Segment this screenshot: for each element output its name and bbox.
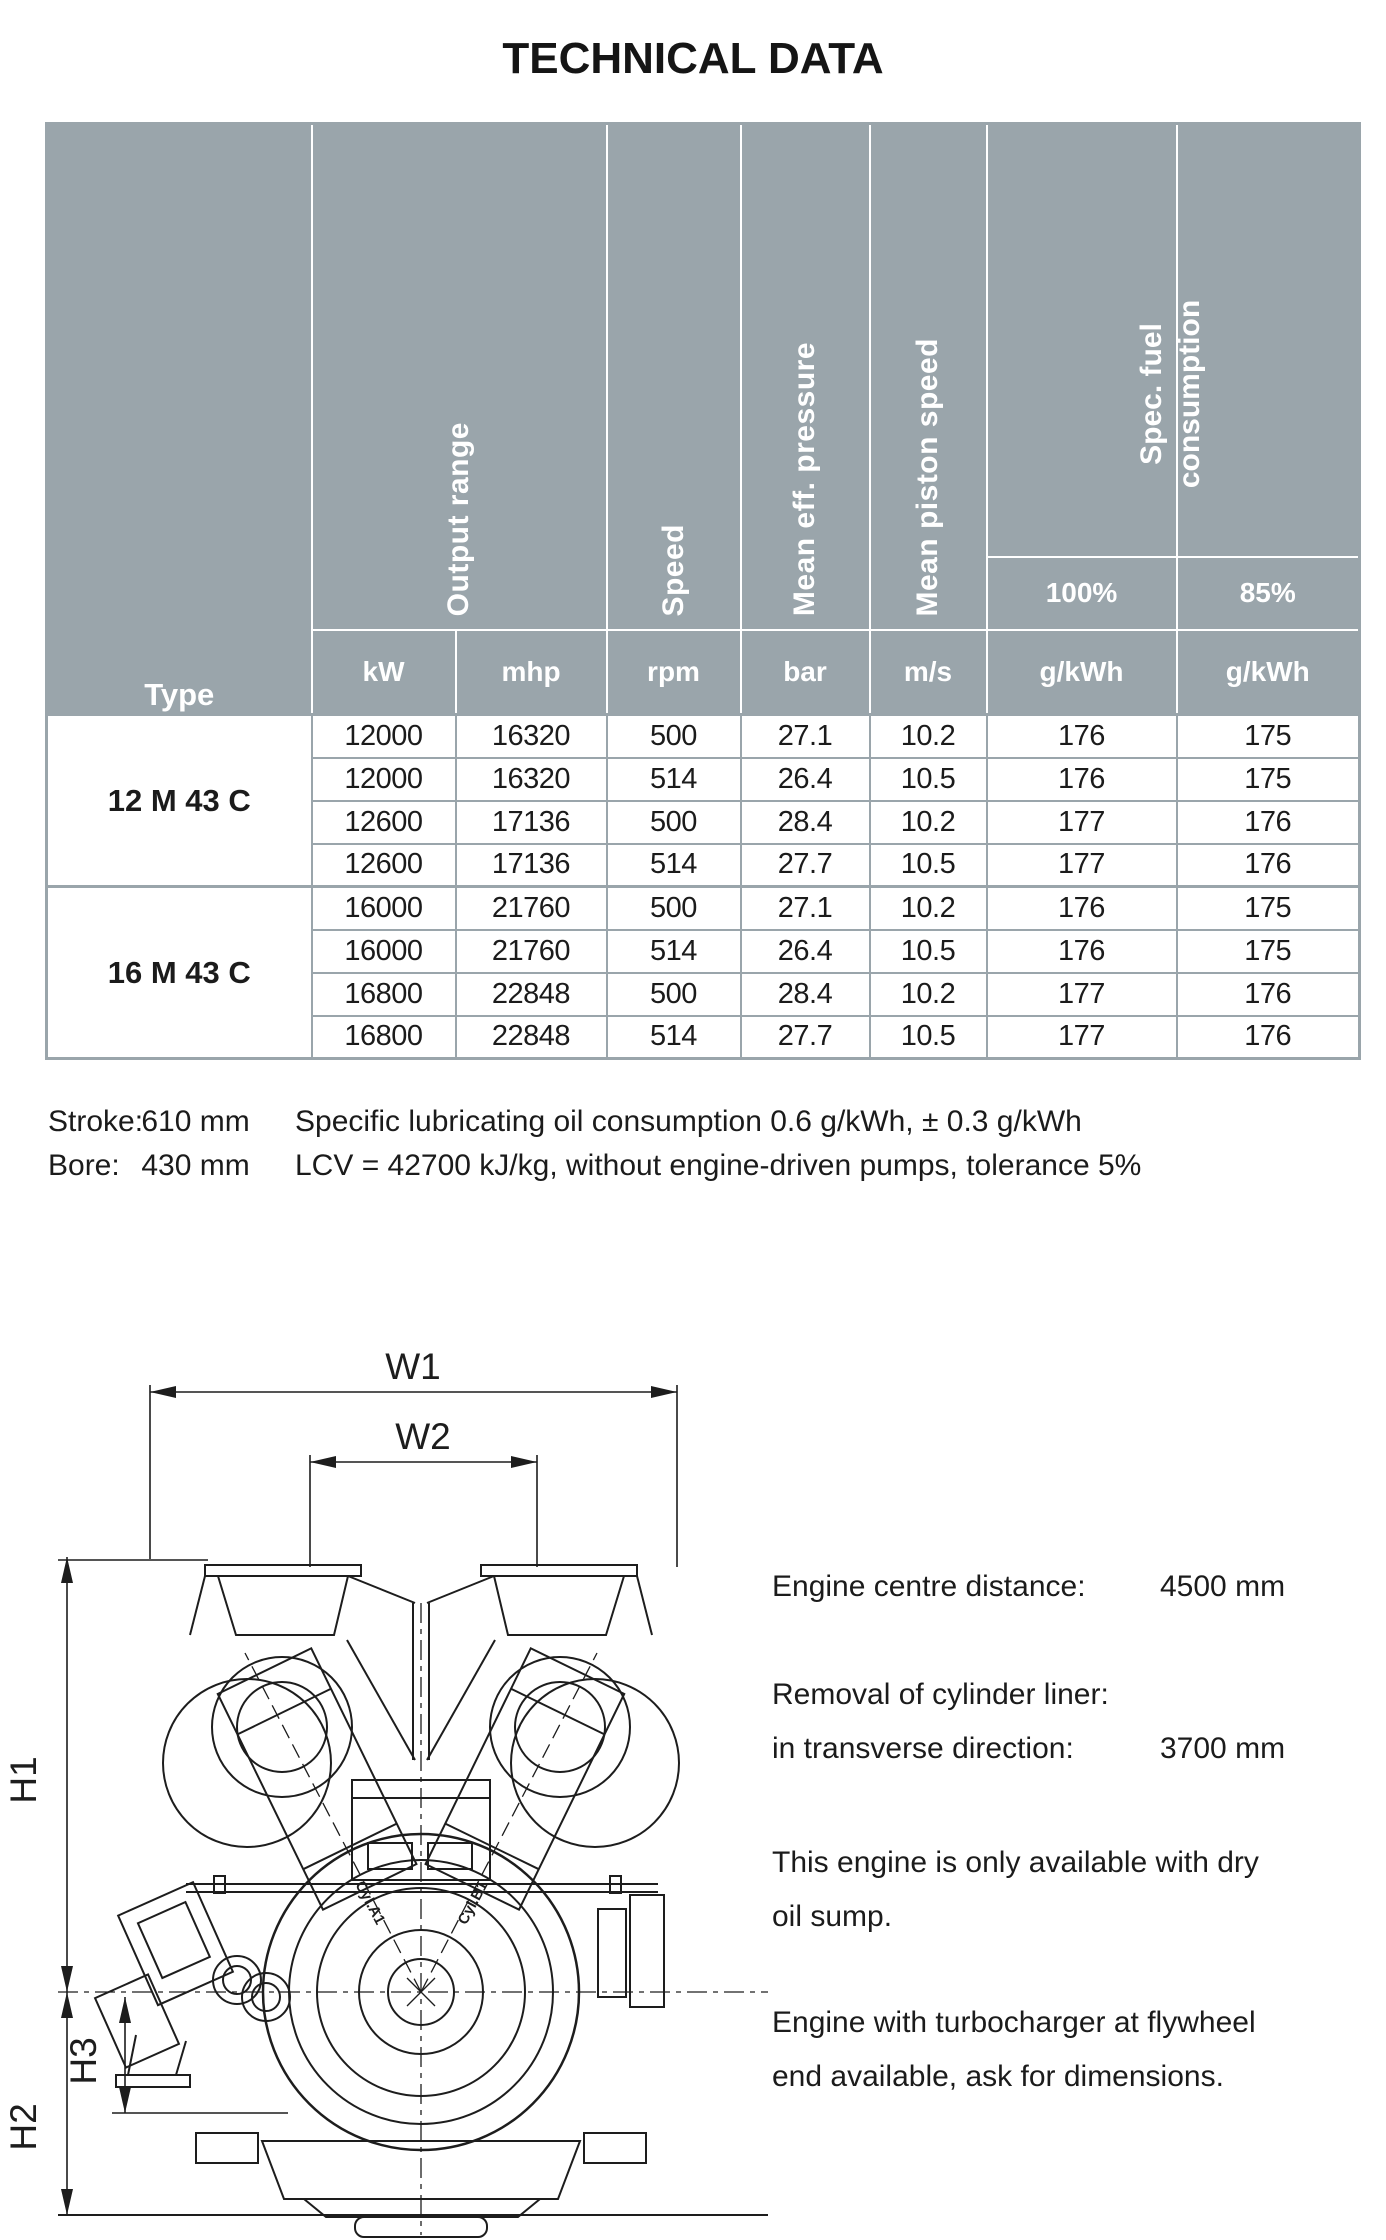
table-cell: 176 [987, 930, 1177, 973]
table-cell: 514 [607, 930, 741, 973]
table-cell: 28.4 [741, 801, 870, 844]
table-cell: 10.5 [870, 844, 987, 887]
table-cell: 175 [1177, 715, 1360, 758]
load-point-85: 85% [1177, 557, 1360, 630]
dry-sump-note [772, 1836, 1384, 1944]
table-cell: 177 [987, 1016, 1177, 1059]
load-point-100: 100% [987, 557, 1177, 630]
consumption-notes-block [295, 1100, 1141, 1188]
column-header-mean-piston-speed-label: Mean piston speed [911, 337, 944, 617]
lcv-line: LCV = 42700 kJ/kg, without engine-driven pumps, tolerance 5% [295, 1149, 1142, 1182]
table-cell: 10.5 [870, 758, 987, 801]
table-cell: 16000 [312, 887, 456, 930]
table-cell: 10.2 [870, 887, 987, 930]
dim-label-h2: H2 [3, 2103, 44, 2151]
table-cell: 27.7 [741, 1016, 870, 1059]
table-header-row [47, 124, 1360, 557]
table-cell: 16000 [312, 930, 456, 973]
lube-oil-line: Specific lubricating oil consumption 0.6 g/kWh, ± 0.3 g/kWh [295, 1105, 1082, 1138]
column-header-speed [607, 124, 741, 630]
table-cell: 176 [987, 758, 1177, 801]
liner-removal-note [772, 1668, 1384, 1776]
stroke-bore-block [48, 1100, 250, 1188]
table-cell: 176 [1177, 844, 1360, 887]
table-cell: 27.1 [741, 887, 870, 930]
table-row [47, 887, 1360, 930]
table-cell: 10.2 [870, 715, 987, 758]
right-top-flange [481, 1565, 637, 1576]
unit-gkwh-100: g/kWh [987, 630, 1177, 715]
table-cell: 177 [987, 973, 1177, 1016]
note-line: Engine with turbocharger at flywheel [772, 2006, 1256, 2039]
table-cell: 176 [1177, 973, 1360, 1016]
note-line: This engine is only available with dry [772, 1846, 1259, 1879]
page-title: TECHNICAL DATA [502, 34, 884, 83]
table-cell: 17136 [456, 844, 607, 887]
table-cell: 176 [1177, 1016, 1360, 1059]
table-cell: 12600 [312, 801, 456, 844]
dim-label-w1: W1 [385, 1346, 441, 1387]
table-cell: 27.7 [741, 844, 870, 887]
spec-fuel-line1: Spec. fuel [1135, 323, 1168, 465]
engine-centre-distance-note [772, 1560, 1384, 1614]
turbocharger-note [772, 1996, 1384, 2104]
technical-data-table [45, 122, 1361, 1060]
column-header-spec-fuel-85-cell [1177, 124, 1360, 557]
table-cell: 10.2 [870, 801, 987, 844]
bore-value: 430 mm [141, 1149, 250, 1182]
stroke-line [48, 1100, 250, 1144]
table-cell: 10.5 [870, 930, 987, 973]
note-line [772, 1722, 1384, 1776]
technical-data-table-wrap [45, 122, 1358, 1060]
right-housing-circle [511, 1679, 679, 1847]
table-cell: 500 [607, 973, 741, 1016]
dim-label-h1: H1 [3, 1756, 44, 1804]
table-cell: 12000 [312, 758, 456, 801]
table-cell: 176 [987, 715, 1177, 758]
column-header-speed-label: Speed [656, 523, 690, 617]
table-cell: 27.1 [741, 715, 870, 758]
table-cell: 21760 [456, 930, 607, 973]
table-cell: 21760 [456, 887, 607, 930]
centre-distance-value: 4500 mm [1160, 1570, 1286, 1603]
note-line: end available, ask for dimensions. [772, 2060, 1224, 2093]
table-cell: 12600 [312, 844, 456, 887]
table-cell: 500 [607, 887, 741, 930]
table-cell: 176 [987, 887, 1177, 930]
liner-removal-line2: in transverse direction: [772, 1732, 1074, 1765]
table-cell: 28.4 [741, 973, 870, 1016]
table-cell: 16800 [312, 973, 456, 1016]
column-header-output-range [312, 124, 607, 630]
table-cell: 10.5 [870, 1016, 987, 1059]
dim-label-w2: W2 [395, 1416, 451, 1457]
note-line [772, 1560, 1384, 1614]
table-cell: 514 [607, 844, 741, 887]
stroke-label: Stroke: [48, 1105, 144, 1138]
cylinder-a1-label: Cyl.A1 [351, 1878, 389, 1928]
bore-label: Bore: [48, 1149, 120, 1182]
table-cell: 175 [1177, 930, 1360, 973]
table-cell: 514 [607, 1016, 741, 1059]
column-header-spec-fuel-100-cell [987, 124, 1177, 557]
unit-kw: kW [312, 630, 456, 715]
table-cell: 10.2 [870, 973, 987, 1016]
dim-label-h3: H3 [63, 2037, 104, 2085]
dimension-lines [58, 1385, 768, 2215]
table-cell: 22848 [456, 1016, 607, 1059]
table-cell: 500 [607, 801, 741, 844]
table-cell: 17136 [456, 801, 607, 844]
table-cell: 22848 [456, 973, 607, 1016]
column-header-type: Type [47, 124, 312, 715]
unit-mhp: mhp [456, 630, 607, 715]
table-cell: 26.4 [741, 930, 870, 973]
unit-rpm: rpm [607, 630, 741, 715]
centre-distance-label: Engine centre distance: [772, 1570, 1086, 1603]
liner-removal-value: 3700 mm [1160, 1732, 1286, 1765]
table-cell: 16320 [456, 715, 607, 758]
left-housing-circle [163, 1679, 331, 1847]
cylinder-b1-label: Cyl.B1 [454, 1878, 492, 1928]
table-cell: 500 [607, 715, 741, 758]
engine-body [95, 1565, 679, 2237]
table-body [47, 715, 1360, 1059]
table-cell: 177 [987, 844, 1177, 887]
dimension-arrows [61, 1386, 677, 2215]
table-cell: 175 [1177, 758, 1360, 801]
note-line [772, 1668, 1384, 1722]
left-top-flange [205, 1565, 361, 1576]
table-cell: 26.4 [741, 758, 870, 801]
unit-ms: m/s [870, 630, 987, 715]
table-cell: 16800 [312, 1016, 456, 1059]
column-header-mean-piston-speed [870, 124, 987, 630]
spec-fuel-line2: consumption [1173, 299, 1206, 489]
table-cell: 514 [607, 758, 741, 801]
stroke-value: 610 mm [141, 1105, 250, 1138]
column-header-output-range-label: Output range [442, 422, 475, 617]
unit-bar: bar [741, 630, 870, 715]
engine-type-cell: 16 M 43 C [47, 887, 312, 1059]
table-cell: 175 [1177, 887, 1360, 930]
table-cell: 12000 [312, 715, 456, 758]
bore-line [48, 1144, 250, 1188]
table-cell: 177 [987, 801, 1177, 844]
engine-type-cell: 12 M 43 C [47, 715, 312, 887]
column-header-mean-eff-pressure [741, 124, 870, 630]
column-header-mean-eff-pressure-label: Mean eff. pressure [788, 342, 821, 617]
liner-removal-line1: Removal of cylinder liner: [772, 1678, 1109, 1711]
table-row [47, 715, 1360, 758]
note-line: oil sump. [772, 1900, 893, 1933]
engine-front-view-drawing [0, 1335, 790, 2240]
unit-gkwh-85: g/kWh [1177, 630, 1360, 715]
table-cell: 16320 [456, 758, 607, 801]
table-cell: 176 [1177, 801, 1360, 844]
